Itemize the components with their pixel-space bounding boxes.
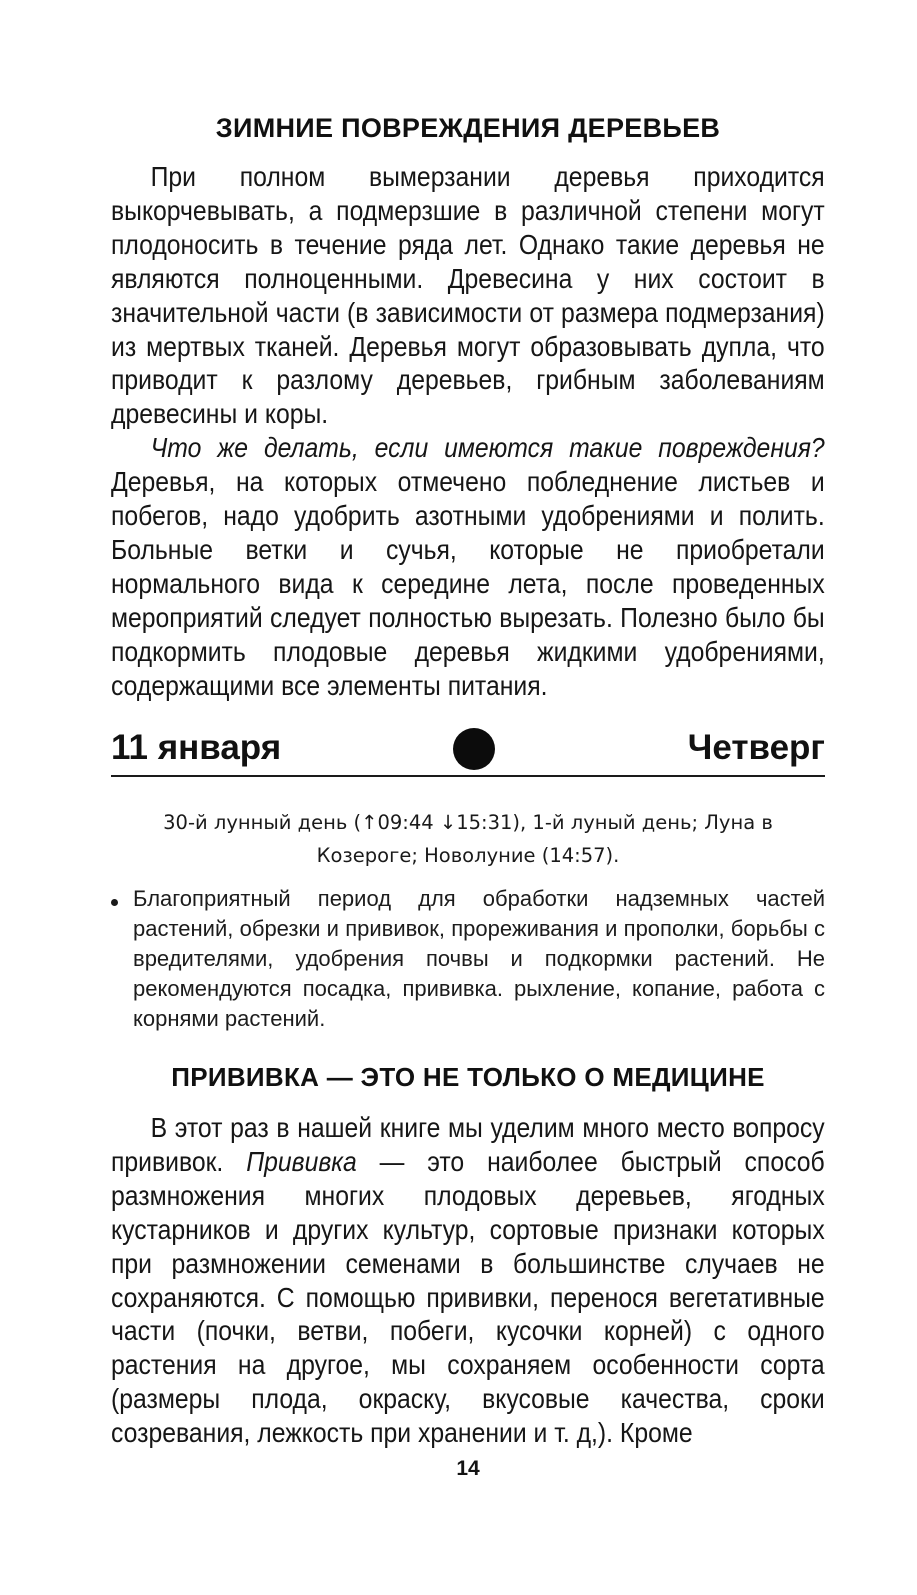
paragraph: При полном вымерзании деревья приходится выкорчевывать, а подмерзшие в различной степени могут плодоносить в течение ряда лет. Однако такие деревья не являются полноценными. Древесина у них состоит в значительной части (в зависимости от размера подмерзания) из мертвых тканей. Деревья могут образовывать дупла, что приводит к разлому деревьев, грибным заболеваниям древесины и коры. — [111, 161, 825, 430]
section-body-grafting — [111, 1111, 825, 1450]
paragraph-text: В этот раз в нашей книге мы уделим много место вопросу прививок. — [111, 1112, 825, 1177]
italic-term: Прививка — [246, 1145, 357, 1177]
section-body-winter-damage — [111, 160, 825, 703]
section-heading-grafting: ПРИВИВКА — ЭТО НЕ ТОЛЬКО О МЕДИЦИНЕ — [171, 1062, 765, 1092]
recommendation-list-item — [111, 884, 825, 1034]
paragraph — [111, 431, 825, 702]
page-number: 14 — [456, 1457, 480, 1480]
day-header — [111, 724, 825, 772]
italic-question: Что же делать, если имеются такие повреждения? — [150, 432, 825, 464]
lunar-line: 30-й лунный день (↑09:44 ↓15:31), 1-й луный день; Луна в — [163, 811, 773, 834]
lunar-line: Козероге; Новолуние (14:57). — [316, 844, 620, 867]
new-moon-icon — [453, 728, 495, 770]
paragraph-text: — это наиболее быстрый способ размножения многих плодовых деревьев, ягодных кустарников и других культур, сортовые признаки которых при размножении семенами в большинстве случаев не сохраняются. С помощью прививки, перенося вегетативные части (почки, ветви, побеги, кусочки корней) с одного растения на другое, мы сохраняем особенности сорта (размеры плода, окраску, вкусовые качества, сроки созревания, лежкость при хранении и т. д,). Кроме — [111, 1145, 825, 1449]
lunar-info — [111, 806, 825, 872]
recommendation-text: Благоприятный период для обработки надземных частей растений, обрезки и прививок, прореживания и прополки, борьбы с вредителями, удобрения почвы и подкормки растений. Не рекомендуются посадка, прививка. рыхление, копание, работа с корнями растений. — [133, 886, 825, 1031]
divider — [111, 775, 825, 777]
bullet-icon — [111, 899, 118, 906]
section-heading-winter-damage: ЗИМНИЕ ПОВРЕЖДЕНИЯ ДЕРЕВЬЕВ — [215, 113, 721, 143]
book-page — [111, 0, 825, 1595]
weekday-label: Четверг — [687, 728, 825, 767]
paragraph-text: Деревья, на которых отмечено побледнение листьев и побегов, надо удобрить азотными удобрениями и полить. Больные ветки и сучья, которые не приобретали нормального вида к середине лета, после проведенных мероприятий следует полностью вырезать. Полезно было бы подкормить плодовые деревья жидкими удобрениями, содержащими все элементы питания. — [111, 466, 825, 701]
date-label: 11 января — [111, 728, 282, 767]
paragraph — [111, 1111, 825, 1450]
